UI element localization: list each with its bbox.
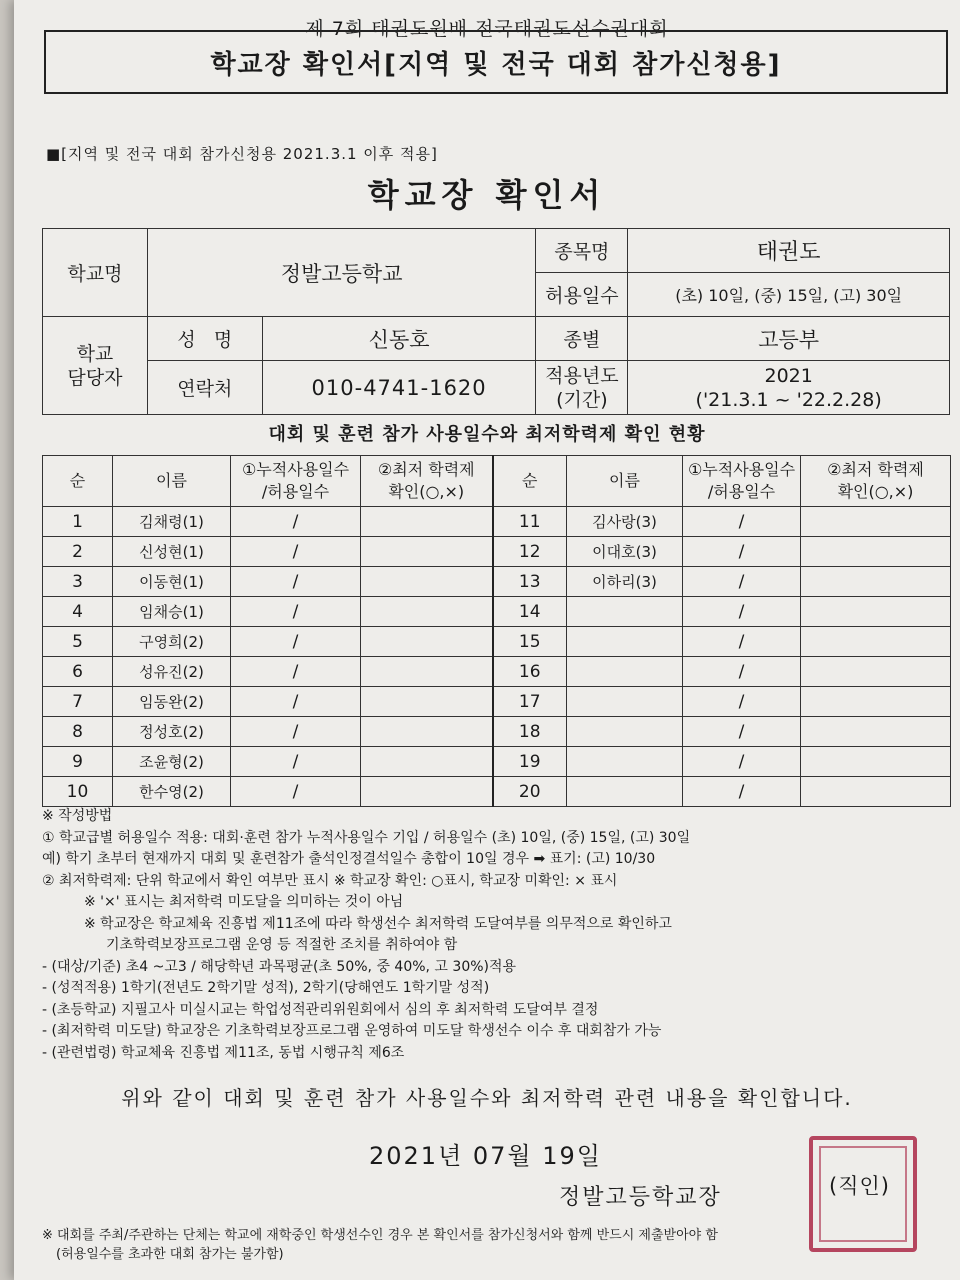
event-label: 종목명 [536,229,628,273]
seq-cell: 13 [493,567,567,597]
manager-label: 학교 담당자 [43,317,148,415]
name-cell [567,597,683,627]
header-seq: 순 [43,456,113,507]
instruction-line: - (성적적용) 1학기(전년도 2학기말 성적), 2학기(당해연도 1학기말 성적) [42,980,490,996]
academic-cell [801,687,951,717]
banner-title [44,30,948,94]
division-value: 고등부 [628,317,950,361]
seq-cell: 17 [493,687,567,717]
seq-cell: 2 [43,537,113,567]
stamp-label: (직인) [829,1174,890,1198]
header-name: 이름 [113,456,231,507]
seq-cell: 12 [493,537,567,567]
name-cell [567,687,683,717]
days-cell: / [231,507,361,537]
seq-cell: 18 [493,717,567,747]
name-label: 성 명 [147,317,262,361]
days-cell: / [683,747,801,777]
days-cell: / [683,777,801,807]
academic-cell [801,627,951,657]
year-cell [628,361,950,415]
header-seq-2: 순 [493,456,567,507]
year-label: 적용년도 (기간) [536,361,628,415]
table-row [43,777,951,807]
confirmation-statement: 위와 같이 대회 및 훈련 참가 사용일수와 최저학력 관련 내용을 확인합니다. [121,1086,853,1110]
footer-note [42,1226,718,1264]
academic-cell [361,747,493,777]
table-row [43,657,951,687]
days-cell: / [683,597,801,627]
days-cell: / [683,567,801,597]
days-cell: / [231,747,361,777]
applicability-note: ■[지역 및 전국 대회 참가신청용 2021.3.1 이후 적용] [46,145,438,163]
academic-cell [801,507,951,537]
name-cell [567,627,683,657]
instruction-line: ※ '×' 표시는 최저학력 미도달을 의미하는 것이 아님 [84,894,404,910]
days-cell: / [231,687,361,717]
academic-cell [361,777,493,807]
year-period: ('21.3.1 ~ '22.2.28) [695,388,882,411]
roster-title: 대회 및 훈련 참가 사용일수와 최저학력제 확인 현황 [268,424,706,445]
name-cell [567,747,683,777]
seq-cell: 19 [493,747,567,777]
seq-cell: 15 [493,627,567,657]
academic-cell [801,717,951,747]
name-cell: 임동완(2) [113,687,231,717]
instruction-line: - (초등학교) 지필고사 미실시교는 학업성적관리위원회에서 심의 후 최저학력 도달여부 결정 [42,1001,599,1018]
contact-label: 연락처 [147,361,262,415]
seq-cell: 11 [493,507,567,537]
seq-cell: 1 [43,507,113,537]
days-cell: / [683,537,801,567]
name-cell: 이하리(3) [567,567,683,597]
header-academic: ②최저 학력제 확인(○,×) [361,456,493,507]
seq-cell: 10 [43,777,113,807]
academic-cell [361,597,493,627]
roster-table [42,455,951,807]
footer-line: ※ 대회를 주최/주관하는 단체는 학교에 재학중인 학생선수인 경우 본 확인서를 참가신청서와 함께 반드시 제출받아야 함 [42,1228,718,1243]
academic-cell [361,717,493,747]
roster-body [43,507,951,807]
academic-cell [801,597,951,627]
name-cell: 신성현(1) [113,537,231,567]
academic-cell [801,657,951,687]
table-row [43,747,951,777]
instruction-line: 예) 학기 초부터 현재까지 대회 및 훈련참가 출석인정결석일수 총합이 10일 경우 ➡ 표기: (고) 10/30 [42,851,656,867]
allowed-days-label: 허용일수 [536,273,628,317]
days-cell: / [683,657,801,687]
instruction-line: ① 학교급별 허용일수 적용: 대회·훈련 참가 누적사용일수 기입 / 허용일수 (초) 10일, (중) 15일, (고) 30일 [42,829,691,846]
header-days: ①누적사용일수 /허용일수 [231,456,361,507]
event-name: 제 7회 태권도원배 전국태권도선수권대회 [305,18,669,40]
days-cell: / [683,627,801,657]
name-cell: 임채승(1) [113,597,231,627]
name-cell: 김사랑(3) [567,507,683,537]
days-cell: / [231,717,361,747]
seq-cell: 3 [43,567,113,597]
seq-cell: 20 [493,777,567,807]
instruction-line: 기초학력보장프로그램 운영 등 적절한 조치를 취하여야 함 [106,937,458,953]
table-row [43,627,951,657]
academic-cell [361,627,493,657]
event-value: 태권도 [628,229,950,273]
document-page [14,0,960,1280]
principal-signature: 정발고등학교장 [559,1185,722,1210]
school-info-table [42,228,950,415]
footer-line: (허용일수를 초과한 대회 참가는 불가함) [56,1247,284,1262]
allowed-days-value: (초) 10일, (중) 15일, (고) 30일 [628,273,950,317]
name-cell: 한수영(2) [113,777,231,807]
academic-cell [801,777,951,807]
instructions-title: ※ 작성방법 [42,808,113,824]
seq-cell: 6 [43,657,113,687]
academic-cell [361,507,493,537]
table-row [43,537,951,567]
days-cell: / [231,627,361,657]
school-name: 정발고등학교 [147,229,536,317]
table-row [43,717,951,747]
header-academic-2: ②최저 학력제 확인(○,×) [801,456,951,507]
days-cell: / [231,777,361,807]
seq-cell: 9 [43,747,113,777]
contact-value: 010-4741-1620 [262,361,536,415]
table-row [43,567,951,597]
issue-date: 2021년 07월 19일 [369,1142,602,1170]
division-label: 종별 [536,317,628,361]
table-row [43,687,951,717]
seq-cell: 4 [43,597,113,627]
instruction-line: - (최저학력 미도달) 학교장은 기초학력보장프로그램 운영하여 미도달 학생선수 이수 후 대회참가 가능 [42,1023,662,1039]
name-cell: 정성호(2) [113,717,231,747]
seq-cell: 8 [43,717,113,747]
academic-cell [801,567,951,597]
name-cell: 김채령(1) [113,507,231,537]
days-cell: / [231,597,361,627]
days-cell: / [231,657,361,687]
academic-cell [801,537,951,567]
days-cell: / [231,567,361,597]
table-row [43,597,951,627]
table-row [43,507,951,537]
name-cell: 이동현(1) [113,567,231,597]
academic-cell [361,657,493,687]
seq-cell: 14 [493,597,567,627]
instruction-line: - (대상/기준) 초4 ~고3 / 해당학년 과목평균(초 50%, 중 40%, 고 30%)적용 [42,958,517,975]
seq-cell: 16 [493,657,567,687]
instruction-line: ※ 학교장은 학교체육 진흥법 제11조에 따라 학생선수 최저학력 도달여부를 의무적으로 확인하고 [84,915,672,932]
name-cell: 구영희(2) [113,627,231,657]
seq-cell: 5 [43,627,113,657]
name-cell: 조윤형(2) [113,747,231,777]
header-days-2: ①누적사용일수 /허용일수 [683,456,801,507]
header-name-2: 이름 [567,456,683,507]
instruction-line: ② 최저학력제: 단위 학교에서 확인 여부만 표시 ※ 학교장 확인: ○표시, 학교장 미확인: × 표시 [42,872,618,889]
name-cell: 성유진(2) [113,657,231,687]
instructions [42,806,952,1064]
days-cell: / [683,717,801,747]
academic-cell [361,567,493,597]
days-cell: / [683,507,801,537]
name-cell [567,657,683,687]
name-cell [567,777,683,807]
academic-cell [361,537,493,567]
school-label: 학교명 [43,229,148,317]
instruction-line: - (관련법령) 학교체육 진흥법 제11조, 동법 시행규칙 제6조 [42,1044,405,1061]
academic-cell [361,687,493,717]
seq-cell: 7 [43,687,113,717]
academic-cell [801,747,951,777]
name-cell [567,717,683,747]
days-cell: / [683,687,801,717]
name-cell: 이대호(3) [567,537,683,567]
year-value: 2021 [764,364,813,387]
banner-text: 학교장 확인서[지역 및 전국 대회 참가신청용] [210,49,782,80]
manager-name: 신동호 [262,317,536,361]
days-cell: / [231,537,361,567]
document-title: 학교장 확인서 [367,176,607,214]
